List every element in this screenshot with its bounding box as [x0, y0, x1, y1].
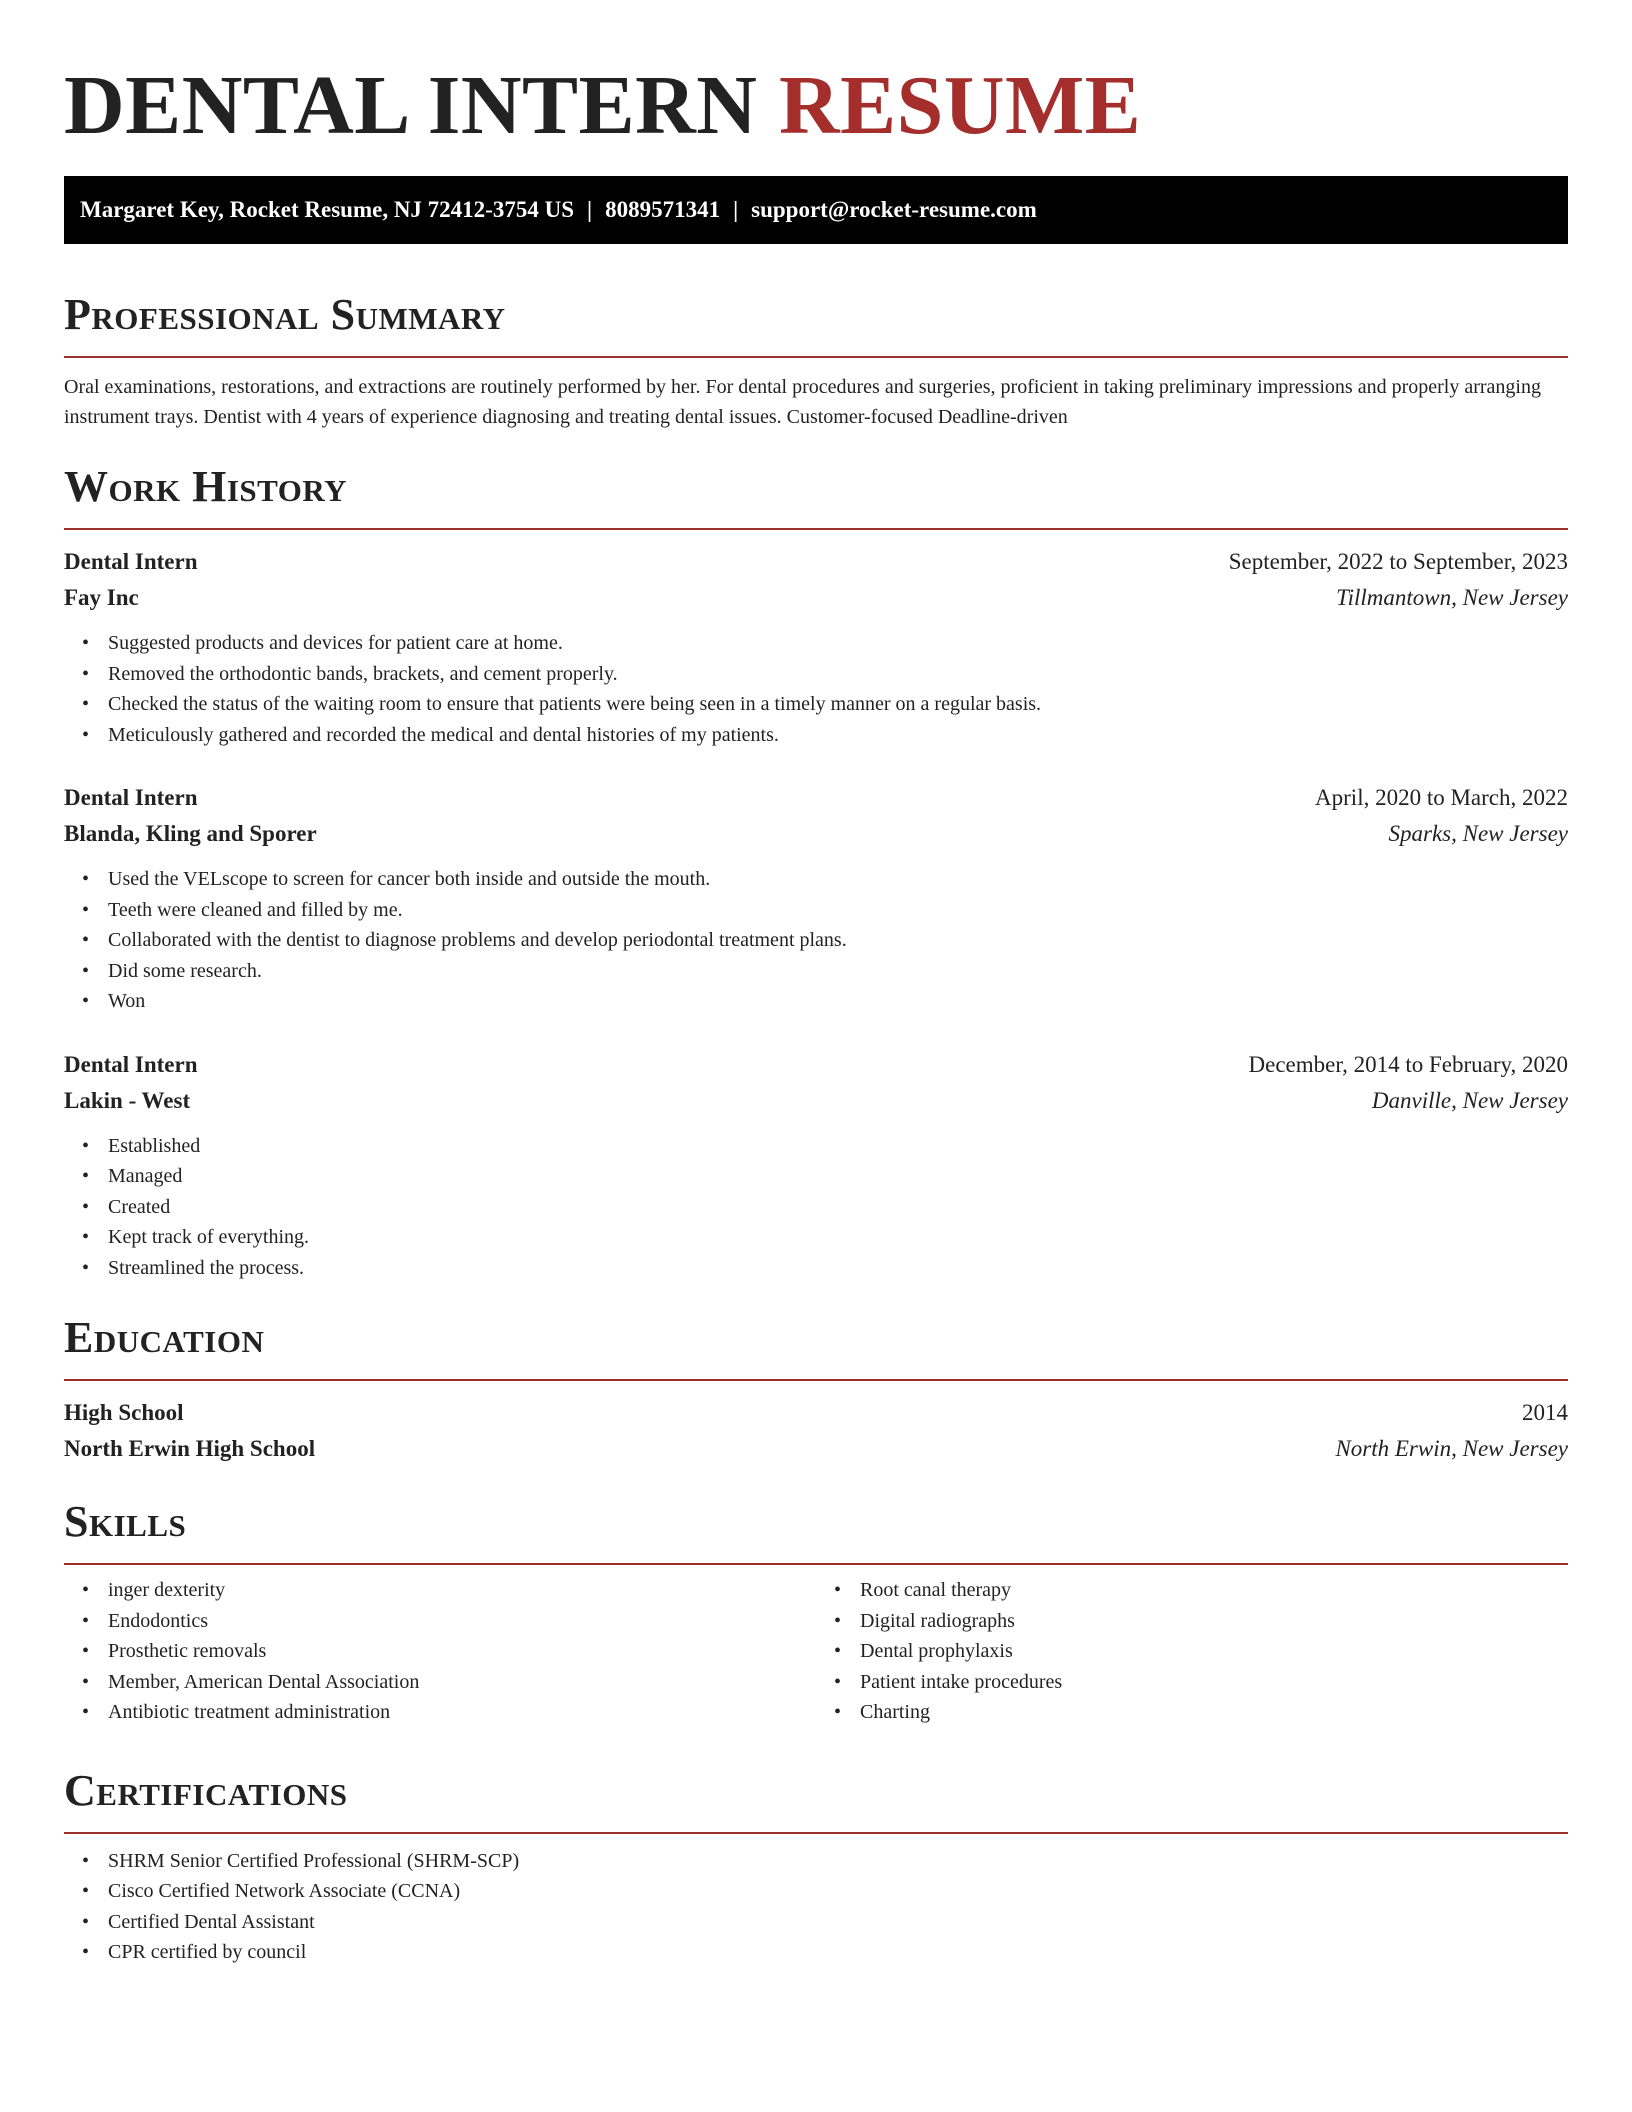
- bullet-dot-icon: •: [82, 1670, 90, 1693]
- list-item-text: inger dexterity: [108, 1579, 226, 1601]
- list-item: [82, 689, 1568, 720]
- list-item-text: Charting: [860, 1701, 930, 1723]
- education-location: North Erwin, New Jersey: [1335, 1436, 1568, 1461]
- job-dates: April, 2020 to March, 2022: [1315, 785, 1568, 810]
- section-heading-summary: Professional Summary: [64, 290, 506, 339]
- list-item: [82, 1667, 816, 1698]
- certifications-list: [64, 1846, 1568, 1968]
- job-row-company: [64, 580, 1568, 616]
- job-location: Sparks, New Jersey: [1388, 821, 1568, 846]
- list-item: [82, 956, 1568, 987]
- job-entry: [64, 780, 1568, 1017]
- job-company: Lakin - West: [64, 1087, 191, 1113]
- job-row-title: [64, 1047, 1568, 1083]
- bullet-dot-icon: •: [82, 1609, 90, 1632]
- bullet-dot-icon: •: [82, 1134, 90, 1157]
- job-title: Dental Intern: [64, 1051, 198, 1077]
- resume-title-main: DENTAL INTERN: [64, 59, 758, 152]
- job-company: Fay Inc: [64, 585, 139, 610]
- summary-section: [64, 290, 1568, 432]
- list-item: [82, 1606, 816, 1637]
- skills-list-right: [816, 1575, 1568, 1728]
- bullet-dot-icon: •: [834, 1640, 842, 1662]
- list-item-text: Suggested products and devices for patient care at home.: [108, 632, 563, 654]
- bullet-dot-icon: •: [82, 1701, 90, 1723]
- list-item: [82, 1575, 816, 1606]
- list-item: [834, 1606, 1568, 1637]
- job-entry: [64, 544, 1568, 750]
- list-item: [834, 1636, 1568, 1667]
- bullet-dot-icon: •: [82, 1941, 90, 1963]
- skills-list-left: [64, 1575, 816, 1728]
- list-item-text: Established: [108, 1134, 201, 1157]
- section-heading-certifications: Certifications: [64, 1765, 348, 1815]
- list-item: [82, 1876, 1568, 1907]
- list-item: [82, 1161, 1568, 1192]
- list-item: [834, 1575, 1568, 1606]
- education-year: 2014: [1522, 1400, 1568, 1425]
- contact-bar: [64, 176, 1568, 244]
- section-divider: [64, 528, 1568, 530]
- list-item-text: Collaborated with the dentist to diagnose problems and develop periodontal treatment plans.: [108, 929, 847, 951]
- list-item-text: Used the VELscope to screen for cancer both inside and outside the mouth.: [108, 868, 711, 890]
- list-item: [82, 1131, 1568, 1162]
- list-item-text: Endodontics: [108, 1609, 208, 1632]
- job-list: [64, 544, 1568, 1283]
- section-divider: [64, 1563, 1568, 1565]
- bullet-dot-icon: •: [834, 1609, 842, 1632]
- list-item: [82, 1192, 1568, 1223]
- job-row-company: [64, 816, 1568, 852]
- bullet-dot-icon: •: [834, 1701, 842, 1723]
- skills-grid: [64, 1575, 1568, 1728]
- bullet-dot-icon: •: [82, 1640, 90, 1662]
- list-item-text: Created: [108, 1195, 171, 1218]
- list-item: [834, 1697, 1568, 1728]
- bullet-dot-icon: •: [82, 1195, 90, 1218]
- section-heading-skills: Skills: [64, 1497, 187, 1546]
- job-row-title: [64, 780, 1568, 816]
- resume-title: [64, 56, 1568, 156]
- bullet-dot-icon: •: [82, 868, 90, 890]
- list-item-text: Removed the orthodontic bands, brackets, and cement properly.: [108, 662, 618, 685]
- education-degree: High School: [64, 1400, 184, 1425]
- bullet-dot-icon: •: [834, 1579, 842, 1601]
- list-item: [82, 1222, 1568, 1253]
- job-bullets: [64, 628, 1568, 750]
- bullet-dot-icon: •: [82, 990, 90, 1012]
- list-item-text: Cisco Certified Network Associate (CCNA): [108, 1880, 461, 1902]
- list-item-text: Meticulously gathered and recorded the medical and dental histories of my patients.: [108, 723, 779, 746]
- list-item: [82, 1907, 1568, 1938]
- list-item: [82, 864, 1568, 895]
- bullet-dot-icon: •: [82, 1880, 90, 1902]
- summary-text: Oral examinations, restorations, and extractions are routinely performed by her. For dental procedures and surgeries, proficient in taking preliminary impressions and properly arranging instrument trays. Dentist with 4 years of experience diagnosing and treating dental issues. Customer-focused Deadline-driven: [64, 376, 1541, 428]
- bullet-dot-icon: •: [82, 1165, 90, 1187]
- list-item: [82, 1636, 816, 1667]
- job-row-title: [64, 544, 1568, 580]
- list-item-text: Member, American Dental Association: [108, 1670, 420, 1693]
- list-item: [82, 986, 1568, 1017]
- section-divider: [64, 1832, 1568, 1834]
- list-item-text: Root canal therapy: [860, 1579, 1012, 1601]
- bullet-dot-icon: •: [82, 1910, 90, 1933]
- list-item: [82, 659, 1568, 690]
- list-item-text: Checked the status of the waiting room to ensure that patients were being seen in a timely manner on a regular basis.: [108, 693, 1042, 715]
- skills-section: [64, 1497, 1568, 1728]
- section-heading-education: Education: [64, 1313, 265, 1362]
- bullet-dot-icon: •: [834, 1670, 842, 1693]
- resume-title-accent: RESUME: [778, 59, 1142, 152]
- job-title: Dental Intern: [64, 785, 198, 810]
- bullet-dot-icon: •: [82, 1256, 90, 1279]
- job-row-company: [64, 1083, 1568, 1119]
- bullet-dot-icon: •: [82, 1849, 90, 1872]
- bullet-dot-icon: •: [82, 959, 90, 982]
- contact-email: support@rocket-resume.com: [751, 197, 1037, 222]
- job-company: Blanda, Kling and Sporer: [64, 821, 317, 846]
- work-history-section: [64, 462, 1568, 1283]
- job-title: Dental Intern: [64, 549, 198, 574]
- education-row-school: [64, 1431, 1568, 1467]
- job-dates: September, 2022 to September, 2023: [1228, 549, 1568, 574]
- list-item-text: Won: [108, 990, 146, 1012]
- list-item-text: Streamlined the process.: [108, 1256, 305, 1279]
- list-item: [834, 1667, 1568, 1698]
- education-school: North Erwin High School: [64, 1436, 316, 1461]
- job-dates: December, 2014 to February, 2020: [1248, 1051, 1568, 1077]
- list-item-text: Dental prophylaxis: [860, 1640, 1013, 1662]
- list-item-text: Digital radiographs: [860, 1609, 1015, 1632]
- list-item: [82, 1846, 1568, 1877]
- section-heading-work-history: Work History: [64, 462, 348, 511]
- bullet-dot-icon: •: [82, 898, 90, 921]
- list-item-text: Prosthetic removals: [108, 1640, 267, 1662]
- education-row-degree: [64, 1395, 1568, 1431]
- bullet-dot-icon: •: [82, 632, 90, 654]
- list-item-text: SHRM Senior Certified Professional (SHRM-SCP): [108, 1849, 520, 1872]
- job-bullets: [64, 1131, 1568, 1284]
- list-item: [82, 628, 1568, 659]
- list-item-text: CPR certified by council: [108, 1941, 307, 1963]
- list-item-text: Patient intake procedures: [860, 1670, 1063, 1693]
- bullet-dot-icon: •: [82, 1579, 90, 1601]
- job-bullets: [64, 864, 1568, 1017]
- bullet-dot-icon: •: [82, 662, 90, 685]
- list-item: [82, 925, 1568, 956]
- bullet-dot-icon: •: [82, 929, 90, 951]
- contact-address: Margaret Key, Rocket Resume, NJ 72412-3754 US: [80, 197, 574, 222]
- list-item-text: Kept track of everything.: [108, 1226, 310, 1248]
- list-item-text: Antibiotic treatment administration: [108, 1701, 391, 1723]
- job-entry: [64, 1047, 1568, 1284]
- list-item-text: Certified Dental Assistant: [108, 1910, 315, 1933]
- list-item-text: Managed: [108, 1165, 183, 1187]
- education-section: [64, 1313, 1568, 1467]
- job-location: Tillmantown, New Jersey: [1336, 585, 1568, 610]
- list-item-text: Teeth were cleaned and filled by me.: [108, 898, 403, 921]
- job-location: Danville, New Jersey: [1371, 1087, 1568, 1113]
- list-item: [82, 720, 1568, 751]
- bullet-dot-icon: •: [82, 723, 90, 746]
- bullet-dot-icon: •: [82, 693, 90, 715]
- list-item: [82, 1697, 816, 1728]
- list-item: [82, 895, 1568, 926]
- section-divider: [64, 1379, 1568, 1381]
- bullet-dot-icon: •: [82, 1226, 90, 1248]
- section-divider: [64, 356, 1568, 358]
- contact-separator: |: [733, 197, 739, 222]
- list-item: [82, 1937, 1568, 1968]
- list-item-text: Did some research.: [108, 959, 262, 982]
- contact-phone: 8089571341: [605, 197, 721, 222]
- list-item: [82, 1253, 1568, 1284]
- contact-separator: |: [586, 197, 593, 222]
- certifications-section: [64, 1766, 1568, 1968]
